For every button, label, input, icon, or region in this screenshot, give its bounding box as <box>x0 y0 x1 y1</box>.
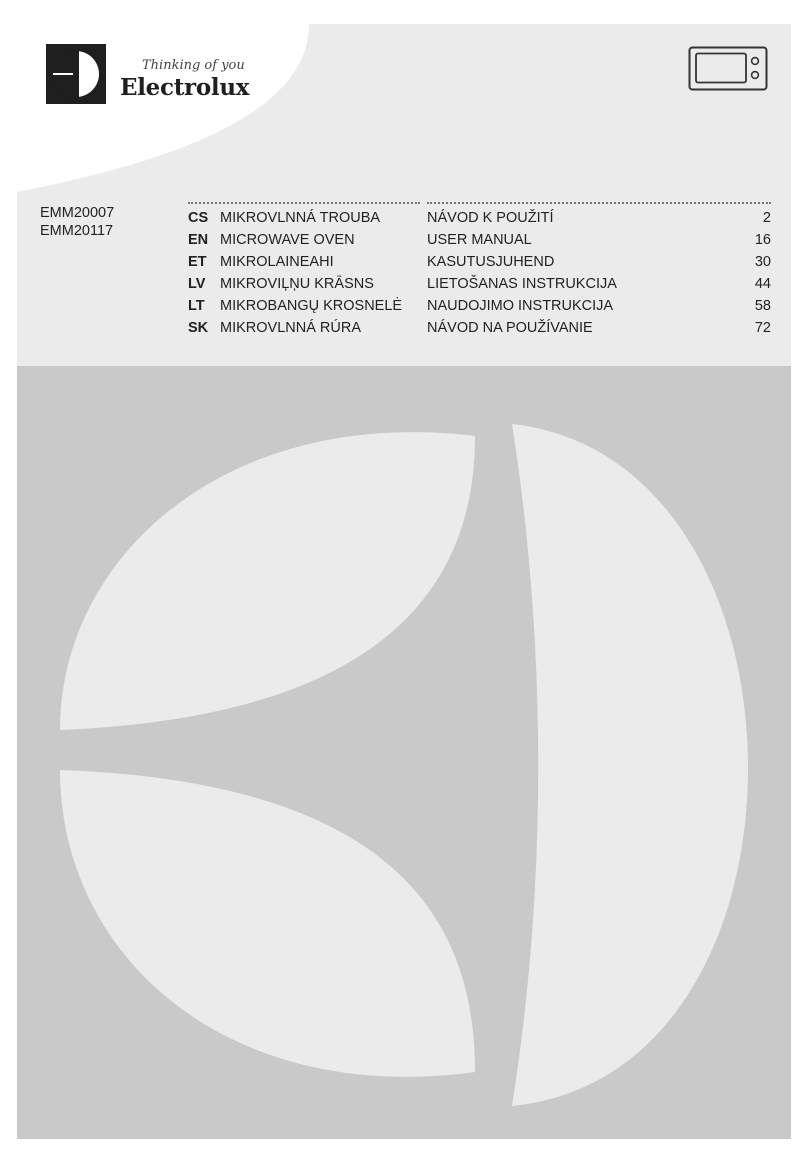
product-title: MIKROVLNNÁ RÚRA <box>220 320 361 336</box>
emblem-upper-leaf <box>60 432 475 730</box>
product-title: MIKROVLNNÁ TROUBA <box>220 210 381 226</box>
toc-row[interactable] <box>188 251 771 273</box>
brand-tagline: Thinking of you <box>142 58 245 73</box>
page-number: 58 <box>754 298 771 314</box>
electrolux-logo-icon <box>46 44 106 104</box>
manual-title: NÁVOD NA POUŽÍVANIE <box>427 320 593 336</box>
dotted-divider <box>427 202 771 204</box>
product-title: MICROWAVE OVEN <box>220 232 355 248</box>
page-number: 30 <box>754 254 771 270</box>
page-number: 2 <box>762 210 771 226</box>
toc-row[interactable] <box>188 295 771 317</box>
manual-title: USER MANUAL <box>427 232 532 248</box>
cover-header-panel <box>17 24 791 366</box>
model-number: EMM20117 <box>40 223 114 239</box>
manual-title: NAUDOJIMO INSTRUKCIJA <box>427 298 614 314</box>
brand-name: Electrolux <box>120 74 250 101</box>
cover-graphic-panel <box>17 366 791 1139</box>
microwave-oven-icon <box>688 46 768 91</box>
language-code: SK <box>188 320 209 336</box>
model-numbers <box>40 204 114 240</box>
toc-row[interactable] <box>188 317 771 339</box>
page-number: 44 <box>754 276 771 292</box>
electrolux-emblem-graphic <box>17 366 791 1139</box>
emblem-lower-leaf <box>60 770 475 1077</box>
toc-row[interactable] <box>188 207 771 229</box>
toc-row[interactable] <box>188 273 771 295</box>
product-title: MIKROVIĻŅU KRĀSNS <box>220 276 374 292</box>
manual-title: LIETOŠANAS INSTRUKCIJA <box>427 276 617 292</box>
cover-sheet <box>17 24 791 1139</box>
toc-row[interactable] <box>188 229 771 251</box>
language-code: LT <box>188 298 205 314</box>
language-code: CS <box>188 210 209 226</box>
language-code: ET <box>188 254 207 270</box>
dotted-divider <box>188 202 420 204</box>
manual-title: NÁVOD K POUŽITÍ <box>427 210 554 226</box>
page-number: 16 <box>754 232 771 248</box>
manual-title: KASUTUSJUHEND <box>427 254 555 270</box>
product-title: MIKROLAINEAHI <box>220 254 334 270</box>
product-title: MIKROBANGŲ KROSNELĖ <box>220 298 403 314</box>
language-code: EN <box>188 232 209 248</box>
model-number: EMM20007 <box>40 205 115 221</box>
page-number: 72 <box>754 320 771 336</box>
language-code: LV <box>188 276 206 292</box>
emblem-right-segment <box>512 424 748 1106</box>
